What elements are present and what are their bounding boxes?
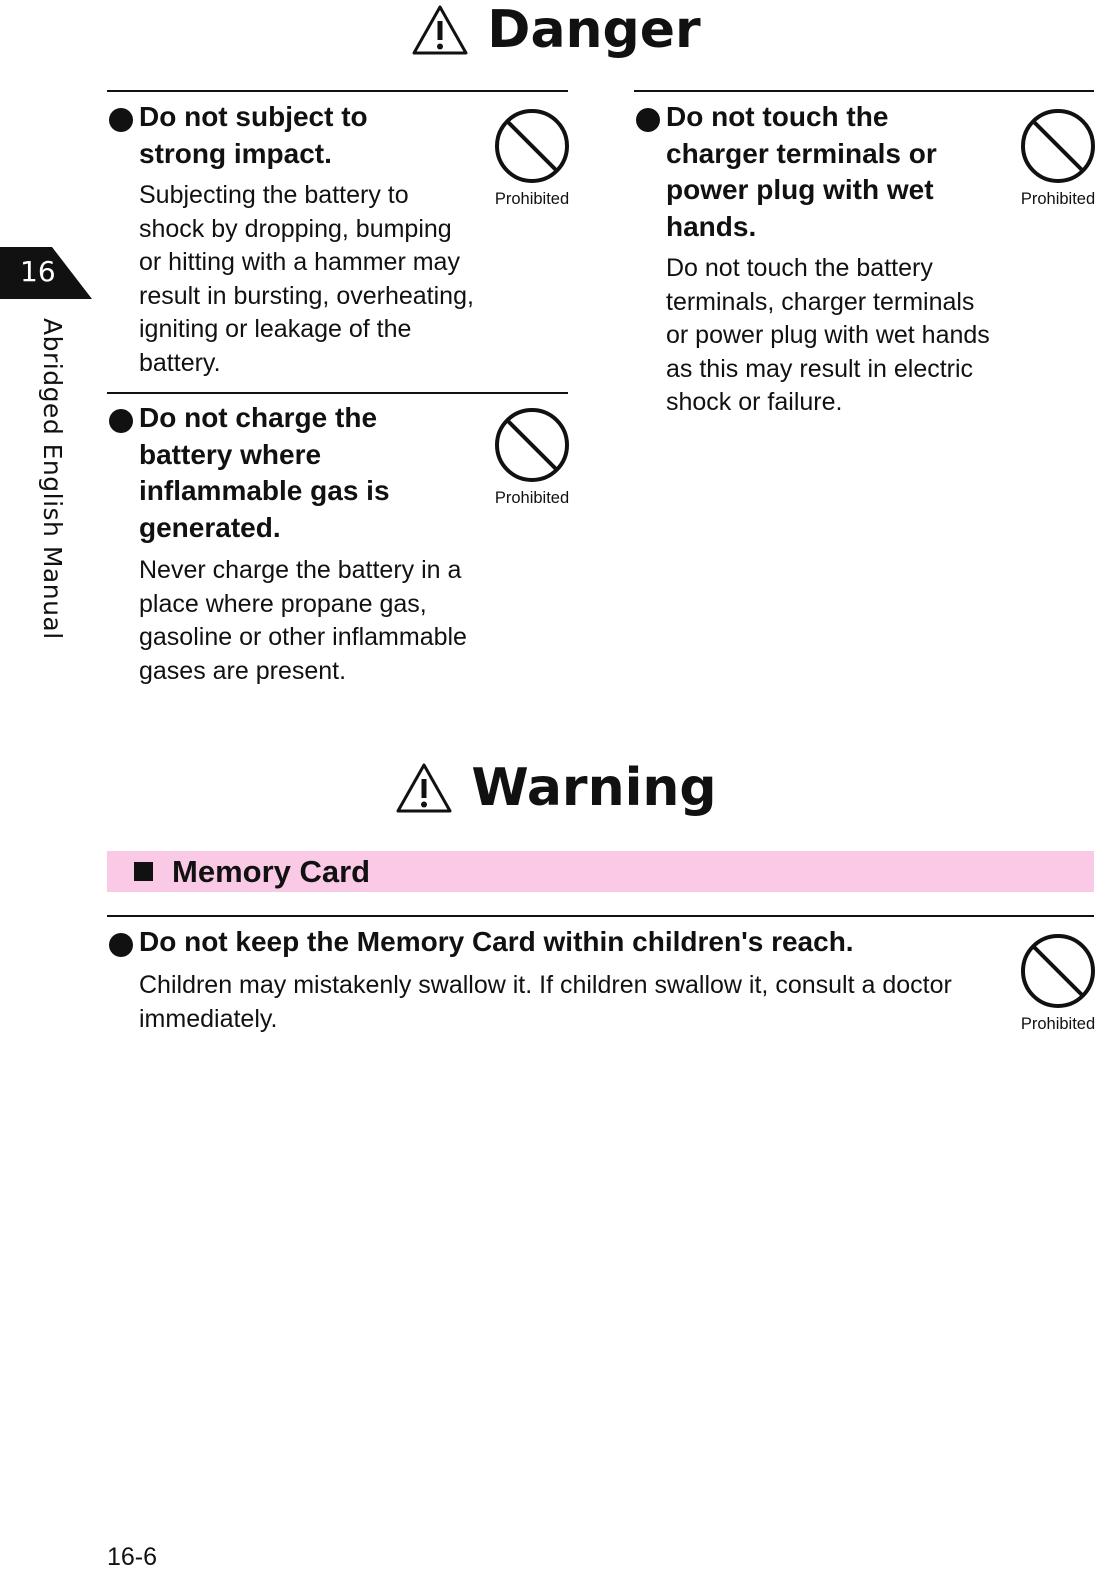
prohibited-label: Prohibited — [494, 489, 570, 507]
danger-item-wet-hands — [634, 90, 1094, 432]
memory-card-subsection — [107, 851, 1094, 892]
square-bullet-icon — [134, 862, 153, 881]
item-body: Children may mistakenly swallow it. If children swallow it, consult a doctor immediately. — [139, 971, 952, 1033]
item-body: Never charge the battery in a place where propane gas, gasoline or other inflammable gases are present. — [139, 556, 467, 685]
bullet-icon — [109, 108, 133, 132]
bullet-icon — [109, 409, 133, 433]
item-title: Do not charge the battery where inflammable gas is generated. — [139, 402, 390, 543]
warning-header — [0, 760, 1112, 816]
bullet-icon — [109, 933, 133, 957]
prohibited-badge — [1018, 933, 1098, 1034]
prohibited-label: Prohibited — [1020, 190, 1096, 208]
item-title: Do not subject to strong impact. — [139, 101, 368, 169]
prohibited-badge — [492, 108, 572, 209]
prohibited-label: Prohibited — [494, 190, 570, 208]
danger-title: Danger — [487, 0, 701, 60]
prohibited-badge — [1018, 108, 1098, 209]
manual-label: Abridged English Manual — [38, 318, 67, 640]
prohibited-icon — [1020, 108, 1096, 184]
chapter-tab — [0, 247, 92, 299]
item-title: Do not touch the charger terminals or power plug with wet hands. — [666, 101, 937, 242]
prohibited-badge — [492, 407, 572, 508]
danger-item-impact — [107, 90, 568, 392]
prohibited-label: Prohibited — [1020, 1015, 1096, 1033]
subsection-title: Memory Card — [172, 854, 371, 889]
prohibited-icon — [494, 108, 570, 184]
item-title: Do not keep the Memory Card within children's reach. — [139, 926, 854, 957]
item-body: Subjecting the battery to shock by dropping, bumping or hitting with a hammer may result in bursting, overheating, igniting or leakage of the battery. — [139, 181, 474, 377]
bullet-icon — [636, 108, 660, 132]
danger-item-inflammable-gas — [107, 392, 568, 724]
warning-triangle-icon — [395, 762, 453, 814]
chapter-number: 16 — [20, 255, 56, 288]
warning-triangle-icon — [411, 4, 469, 56]
page-number: 16-6 — [107, 1543, 158, 1571]
item-body: Do not touch the battery terminals, charger terminals or power plug with wet hands as this may result in electric shock or failure. — [666, 254, 990, 416]
warning-item-children — [107, 915, 1094, 1047]
warning-title: Warning — [471, 758, 717, 818]
prohibited-icon — [1020, 933, 1096, 1009]
danger-header — [0, 2, 1112, 58]
prohibited-icon — [494, 407, 570, 483]
